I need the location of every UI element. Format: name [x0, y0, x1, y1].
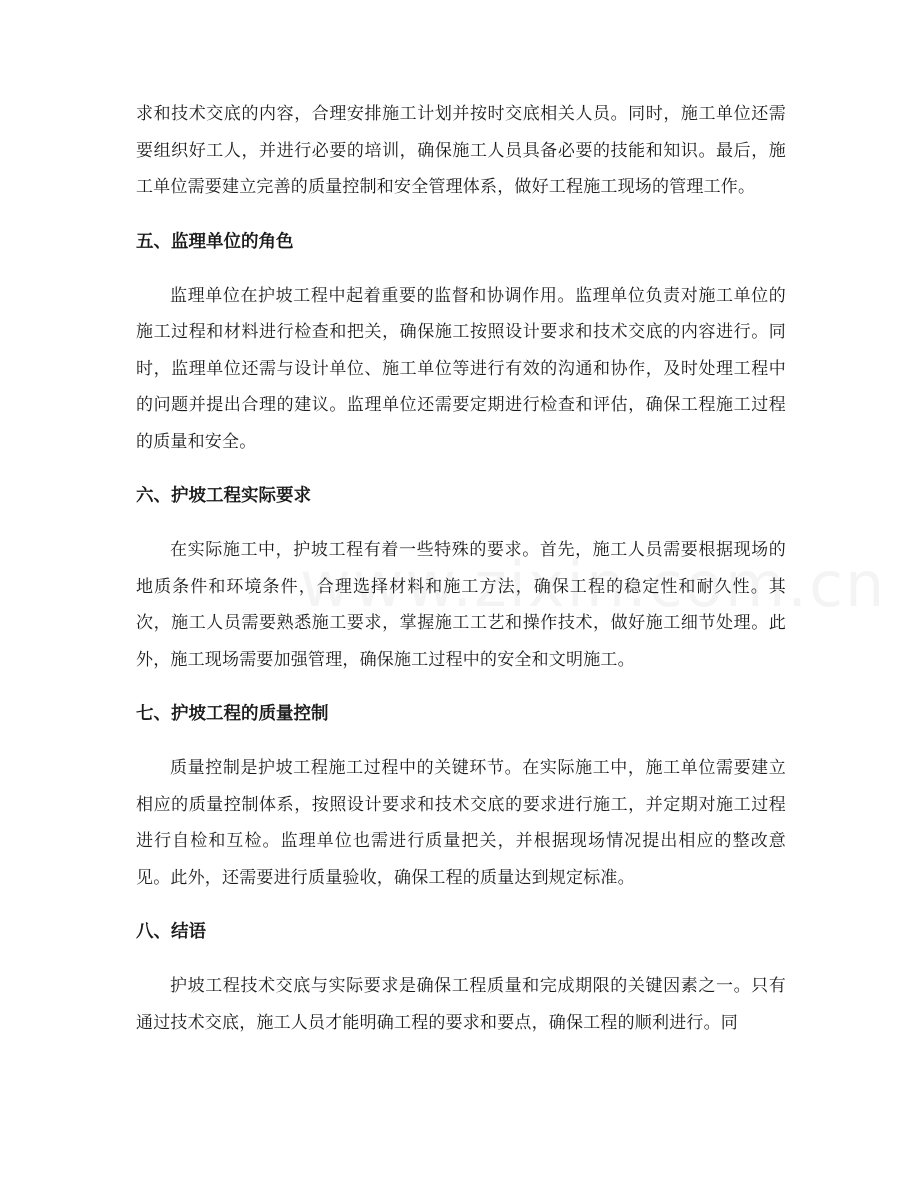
- paragraph-continuation: 求和技术交底的内容，合理安排施工计划并按时交底相关人员。同时，施工单位还需要组织好工人，并进行必要的培训，确保施工人员具备必要的技能和知识。最后，施工单位需要建立完善的质量控制和安全管理体系，做好工程施工现场的管理工作。: [136, 104, 786, 197]
- paragraph-quality-control: 质量控制是护坡工程施工过程中的关键环节。在实际施工中，施工单位需要建立相应的质量控制体系，按照设计要求和技术交底的要求进行施工，并定期对施工过程进行自检和互检。监理单位也需进行质量把关，并根据现场情况提出相应的整改意见。此外，还需要进行质量验收，确保工程的质量达到规定标准。: [136, 758, 786, 888]
- document-body: [136, 96, 786, 1059]
- paragraph-actual-requirements: 在实际施工中，护坡工程有着一些特殊的要求。首先，施工人员需要根据现场的地质条件和环境条件，合理选择材料和施工方法，确保工程的稳定性和耐久性。其次，施工人员需要熟悉施工要求，掌握施工工艺和操作技术，做好施工细节处理。此外，施工现场需要加强管理，确保施工过程中的安全和文明施工。: [136, 540, 786, 670]
- paragraph-supervision-role: 监理单位在护坡工程中起着重要的监督和协调作用。监理单位负责对施工单位的施工过程和材料进行检查和把关，确保施工按照设计要求和技术交底的内容进行。同时，监理单位还需与设计单位、施工单位等进行有效的沟通和协作，及时处理工程中的问题并提出合理的建议。监理单位还需要定期进行检查和评估，确保工程施工过程的质量和安全。: [136, 285, 786, 452]
- heading-conclusion: 八、结语: [136, 922, 206, 942]
- heading-quality-control: 七、护坡工程的质量控制: [136, 704, 329, 724]
- heading-actual-requirements: 六、护坡工程实际要求: [136, 486, 311, 506]
- heading-supervision-role: 五、监理单位的角色: [136, 231, 294, 252]
- paragraph-conclusion: 护坡工程技术交底与实际要求是确保工程质量和完成期限的关键因素之一。只有通过技术交底，施工人员才能明确工程的要求和要点，确保工程的顺利进行。同: [136, 976, 786, 1033]
